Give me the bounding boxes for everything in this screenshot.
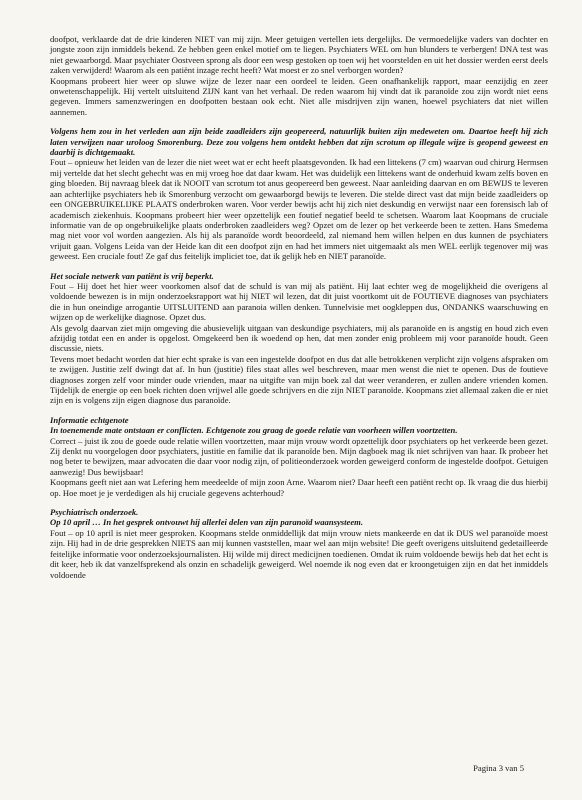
paragraph: Koopmans probeert hier weer op sluwe wijze de lezer naar een oordeel te leiden. Geen onafhankelijk rapport, maar eenzijdig en zeer onwetenschappelijk. Hij vertelt uitsluitend ZIJN kant van het verhaal. De reden waarom hij vindt dat ik paranoïde zou zijn wordt niet eens gegeven. Immers samenzweringen en doofpotten bestaan ook echt. Niet alle misdrijven zijn wanen, hoewel psychiaters dat niet willen aannemen. (50, 75, 548, 117)
quoted-heading: In toenemende mate ontstaan er conflicten. Echtgenote zou graag de goede relatie van voorheen willen voortzetten. (50, 425, 458, 436)
paragraph-gap (50, 498, 548, 507)
paragraph: Als gevolg daarvan ziet mijn omgeving die abusievelijk uitgaan van deskundige psychiaters, mij als paranoïde en is angstig en houd zich even afzijdig totdat een en ander is opgelost. Omgekeerd ben ik woedend op hen, dat men zonder enig probleem mij voor paranoïde houdt. Geen discussie, niets. (50, 322, 548, 354)
paragraph: Correct – juist ik zou de goede oude relatie willen voortzetten, maar mijn vrouw wordt opzettelijk door psychiaters op het verkeerde been gezet. Zij denkt nu voorgelogen door psychiaters, justitie en familie dat ik paranoïde ben. Mijn dagboek mag ik niet schrijven van haar. Ik probeer het nog beter te bewijzen, maar advocaten die daar voor nodig zijn, of politieonderzoek worden geweigerd conform de ingestelde doofpot. Getuigen aanwezig! Dus bewijsbaar! (50, 435, 548, 477)
paragraph: Fout – opnieuw het leiden van de lezer die niet weet wat er echt heeft plaatsgevonden. Ik had een littekens (7 cm) waarvan oud chirurg Hermsen mij vertelde dat het slecht gehecht was en mij vroeg hoe dat daar kwam. Het was duidelijk een littekens want de onderhuid kwam zelfs boven en ging bloeden. Bij navraag bleek dat ik NOOIT van scrotum tot anus geopereerd ben geweest. Naar aanleiding daarvan en om BEWIJS te leveren aan achterlijke psychiaters heb ik Smorenburg verzocht om gewaarborgd bewijs te leveren. Die stelde direct vast dat mijn beide zaadleiders op een ONGEBRUIKELIJKE PLAATS onderbroken waren. Voor verder bewijs acht hij zich niet deskundig en verwijst naar een forensisch lab of academisch ziekenhuis. Koopmans probeert hier weer opzettelijk een foutief negatief beeld te schetsen. Waarom laat Koopmans de cruciale informatie van de op ongebruikelijke plaats onderbroken zaadleiders weg? Opzet om de lezer op het verkeerde been te zetten. Hans Smedema mag niet voor vol worden aangezien. Als hij als paranoïde wordt beoordeeld, zal niemand hem willen helpen en dus kunnen de psychiaters vrijuit gaan. Volgens Leida van der Heide kan dit een doofpot zijn en had het immers niet uitgemaakt als men WEL eerlijk tegenover mij was geweest. Een cruciale fout! Ze gaf dus feitelijk impliciet toe, dat ik gelijk heb en NIET paranoïde. (50, 157, 548, 262)
paragraph: Fout – op 10 april is niet meer gesproken. Koopmans stelde onmiddellijk dat mijn vrouw niets mankeerde en dat ik DUS wel paranoïde moest zijn. Hij had in de drie gesprekken NIETS aan mij kunnen vaststellen, maar wel aan mijn website! Die geeft overigens uitsluitend gedetailleerde feitelijke informatie voor onderzoeksjournalisten. Hij wilde mij direct medicijnen toedienen. Omdat ik ruim voldoende bewijs heb dat het echt is dit keer, heb ik dat vanzelfsprekend als onzin en schadelijk geweigerd. Wel noemde ik nog even dat er kroongetuigen zijn en dat het inmiddels voldoende (50, 527, 548, 580)
quoted-heading: Informatie echtgenote (50, 414, 129, 425)
page-number: Pagina 3 van 5 (473, 763, 524, 773)
paragraph: Koopmans geeft niet aan wat Lefering hem meedeelde of mijn zoon Arne. Waarom niet? Daar heeft een patiënt recht op. Ik vraag die dus hierbij op. Hoe moet je je verdedigen als hij cruciale gegevens achterhoud? (50, 477, 548, 498)
paragraph: Fout – Hij doet het hier weer voorkomen alsof dat de schuld is van mij als patiënt. Hij laat echter weg de mogelijkheid die overigens al voldoende bewezen is in mijn onderzoeksrapport wat hij NIET wil lezen, dat dit juist voortkomt uit de FOUTIEVE diagnoses van psychiaters die in hun oneindige arrogantie UITSLUITEND aan paranoia willen denken. Tunnelvisie met oogkleppen dus, ONDANKS waarschuwing en wijzen op de werkelijke diagnose. Opzet dus. (50, 280, 548, 323)
quoted-heading: Op 10 april … In het gesprek ontvouwt hij allerlei delen van zijn paranoïd waansysteem. (50, 517, 363, 528)
paragraph-gap (50, 262, 548, 271)
quoted-heading: Psychiatrisch onderzoek. (50, 507, 139, 518)
paragraph-gap (50, 406, 548, 415)
paragraph: Tevens moet bedacht worden dat hier echt sprake is van een ingestelde doofpot en dus dat alle betrokkenen verplicht zijn volgens afspraken om te zwijgen. Justitie zelf dwingt dat af. In hun (justitie) files staat alles wel beschreven, maar men wenst die niet te openen. Dus de foutieve diagnoses zorgen zelf voor minder oude vrienden, maar na uitgifte van mijn boek zal dat weer veranderen, er zullen andere vrienden komen. Tijdelijk de energie op een boek richten doen vrijwel alle goede schrijvers en die zijn NIET paranoïde. Koopmans ziet allemaal zaken die er niet zijn en is volgens zijn eigen diagnose dus paranoïde. (50, 353, 548, 406)
quoted-heading: Het sociale netwerk van patiënt is vrij beperkt. (50, 270, 214, 281)
document-body (50, 34, 548, 580)
quoted-heading: Volgens hem zou in het verleden aan zijn beide zaadleiders zijn geopereerd, natuurlijk buiten zijn medeweten om. Daartoe heeft hij zich laten verwijzen naar uroloog Smorenburg. Deze zou volgens hem ontdekt hebben dat zijn scrotum op illegale wijze is geopend geweest en daarbij is dichtgemaakt. (50, 126, 548, 158)
paragraph-gap (50, 117, 548, 126)
paragraph: doofpot, verklaarde dat de drie kinderen NIET van mij zijn. Meer getuigen vertellen iets dergelijks. De vermoedelijke vaders van dochter en jongste zoon zijn inmiddels bekend. Ze hebben geen enkel motief om te liegen. Psychiaters WEL om hun blunders te verbergen! DNA test was niet gewaarborgd. Maar psychiater Oostveen sprong als door een wesp gestoken op toen wij het voorstelden en uit het dossier werden eerst deels zaken verwijderd! Waarom als een patiënt inzage recht heeft? Wat moest er zo snel verborgen worden? (50, 34, 548, 76)
